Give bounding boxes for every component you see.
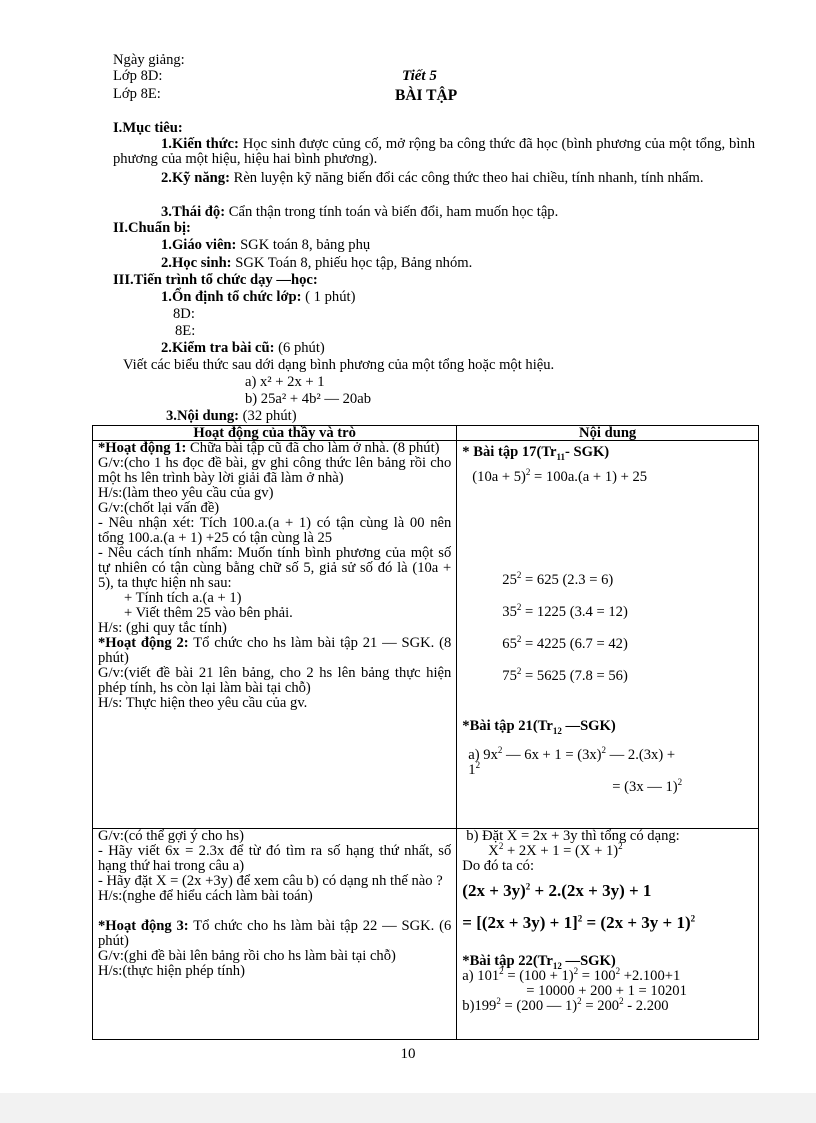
- table-row: [93, 441, 759, 829]
- remark-step: - Nêu nhận xét: Tích 100.a.(a + 1) có tận cùng là 00 nên tổng 100.a.(a + 1) +25 có tận cùng là 25: [98, 515, 452, 546]
- hint-step: - Hãy viết 6x = 2.3x để từ đó tìm ra số hạng thứ nhất, số hạng thứ hai trong câu a): [98, 843, 452, 874]
- exercise-21-b-line3: Do đó ta có:: [462, 858, 535, 874]
- content-heading: 3.Nội dung: (32 phút): [166, 408, 297, 424]
- page-bottom-margin: [0, 1093, 816, 1123]
- expression-a: a) x² + 2x + 1: [245, 374, 325, 390]
- example-65: $65^2 = 4225$ (6.7 = 42): [502, 634, 628, 652]
- section-preparation-heading: II.Chuẩn bị:: [113, 220, 191, 236]
- table-row: [93, 829, 759, 1040]
- exercise-21-a-result: = (3x — 1)$^2$: [612, 777, 683, 795]
- hint-step: - Hãy đặt X = (2x +3y) để xem câu b) có dạng nh thế nào ?: [98, 873, 443, 889]
- objective-knowledge: [113, 137, 755, 167]
- activity-2-title: *Hoạt động 2: Tổ chức cho hs làm bài tập 21 — SGK. (8 phút): [98, 635, 452, 666]
- table-header-row: [93, 426, 759, 441]
- knowledge-text: Học sinh được củng cố, mở rộng ba công thức đã học (bình phương của một tổng, bình phương của một hiệu, hiệu hai bình phương).: [113, 136, 755, 167]
- exercise-17-title: * Bài tập $17(Tr_{11}-$ SGK): [462, 444, 610, 462]
- student-step: H/s: Thực hiện theo yêu cầu của gv.: [98, 695, 308, 711]
- exercise-17-formula: $(10a + 5)^2 = 100a.(a + 1) + 25$: [472, 467, 648, 485]
- class-stabilize: 1.Ổn định tổ chức lớp: ( 1 phút): [161, 289, 356, 305]
- knowledge-label: 1.Kiến thức:: [161, 136, 239, 152]
- student-step: H/s:(nghe để hiểu cách làm bài toán): [98, 888, 313, 904]
- student-step: H/s: (ghi quy tắc tính): [98, 620, 227, 636]
- content-cell-2: [457, 829, 759, 1040]
- activity-3-title: *Hoạt động 3: Tổ chức cho hs làm bài tập 22 — SGK. (6 phút): [98, 918, 452, 949]
- content-cell-1: [457, 441, 759, 829]
- example-35: $35^2 = 1225$ (3.4 = 12): [502, 602, 628, 620]
- exercise-22-b: $b)199^2 = (200$ — $1)^2 = 200^2 - 2.200$: [462, 996, 669, 1014]
- activities-cell-1: [93, 441, 457, 829]
- page-number: 10: [400, 1046, 416, 1062]
- skills-label: 2.Kỹ năng:: [161, 170, 230, 186]
- student-step: H/s:(thực hiện phép tính): [98, 963, 245, 979]
- section-process-heading: III.Tiến trình tổ chức dạy —học:: [113, 272, 318, 288]
- exercise-21-a: a) $9x^2$ — $6x + 1 = (3x)^2$ — 2.(3x) + $1^2$: [468, 745, 676, 778]
- teacher-step: G/v:(ghi đề bài lên bảng rồi cho hs làm bài tại chỗ): [98, 948, 396, 964]
- exercise-22-title: *Bài tập $22(Tr_{12}$ —SGK): [462, 953, 616, 971]
- teacher-step: G/v:(chốt lại vấn đề): [98, 500, 220, 516]
- prep-teacher: 1.Giáo viên: SGK toán 8, bảng phụ: [161, 237, 371, 253]
- class-8d-attendance: 8D:: [173, 306, 195, 322]
- col-header-activities: Hoạt động của thầy và trò: [93, 426, 457, 441]
- attitude-label: 3.Thái độ:: [161, 204, 226, 220]
- activity-1-title: *Hoạt động 1: Chữa bài tập cũ đã cho làm ở nhà. (8 phút): [98, 440, 440, 456]
- exercise-21-b-expr1: $(2x + 3y)^2 + 2.(2x + 3y) + 1$: [462, 881, 652, 900]
- class-8e-label: Lớp 8E:: [113, 86, 161, 102]
- exercise-21-title: *Bài tập $21(Tr_{12}$ —SGK): [462, 718, 616, 736]
- skills-text: Rèn luyện kỹ năng biến đổi các công thức theo hai chiều, tính nhanh, tính nhẩm.: [233, 170, 704, 186]
- exercise-21-b-line2: $X^2 + 2X + 1 = (X + 1)^2$: [488, 841, 623, 859]
- teacher-step: G/v:(cho 1 hs đọc đề bài, gv ghi công thức lên bảng rồi cho một hs lên trình bày lời giải đã làm ở nhà): [98, 455, 452, 486]
- class-8d-label: Lớp 8D:: [113, 68, 163, 84]
- lesson-number: Tiết 5: [402, 68, 437, 84]
- teacher-step: G/v:(có thể gợi ý cho hs): [98, 828, 244, 844]
- col-header-content: Nội dung: [457, 426, 759, 441]
- exercise-22-a1: a) $101^2 = (100 + 1)^2 = 100^2 +2.100+1$: [462, 966, 681, 984]
- exercise-21-b-line1: b) Đặt X = 2x + 3y thì tổng có dạng:: [466, 828, 680, 844]
- class-8e-attendance: 8E:: [175, 323, 196, 339]
- lesson-table: [92, 425, 759, 1040]
- example-75: $75^2 = 5625$ (7.8 = 56): [502, 666, 628, 684]
- page-title: BÀI TẬP: [395, 87, 458, 104]
- old-lesson-check: 2.Kiểm tra bài cũ: (6 phút): [161, 340, 325, 356]
- teacher-step: G/v:(viết đề bài 21 lên bảng, cho 2 hs lên bảng thực hiện phép tính, hs còn lại làm bài tại chỗ): [98, 665, 452, 696]
- method-substep: + Tính tích a.(a + 1): [124, 590, 242, 606]
- old-lesson-question: Viết các biểu thức sau dới dạng bình phương của một tổng hoặc một hiệu.: [123, 357, 555, 373]
- date-label: Ngày giảng:: [113, 52, 185, 68]
- expression-b: b) 25a² + 4b² — 20ab: [245, 391, 372, 407]
- exercise-21-b-expr2: = $[(2x + 3y) + 1]^2 = (2x + 3y + 1)^2$: [462, 913, 696, 932]
- prep-student: 2.Học sinh: SGK Toán 8, phiếu học tập, Bảng nhóm.: [161, 255, 473, 271]
- exercise-22-a2: = 10000 + 200 + 1 = 10201: [526, 983, 687, 999]
- method-step: - Nêu cách tính nhẩm: Muốn tính bình phương của một số tự nhiên có tận cùng bằng chữ số 5, giả sử số đó là (10a + 5), ta thực hiện nh sau:: [98, 545, 452, 591]
- student-step: H/s:(làm theo yêu cầu của gv): [98, 485, 274, 501]
- objective-attitude: [161, 205, 558, 220]
- section-objectives-heading: I.Mục tiêu:: [113, 120, 183, 136]
- attitude-text: Cẩn thận trong tính toán và biến đổi, ham muốn học tập.: [228, 204, 559, 220]
- example-25: $25^2 = 625$ (2.3 = 6): [502, 570, 614, 588]
- activities-cell-2: [93, 829, 457, 1040]
- method-substep: + Viết thêm 25 vào bên phải.: [124, 605, 293, 621]
- objective-skills: [113, 171, 755, 186]
